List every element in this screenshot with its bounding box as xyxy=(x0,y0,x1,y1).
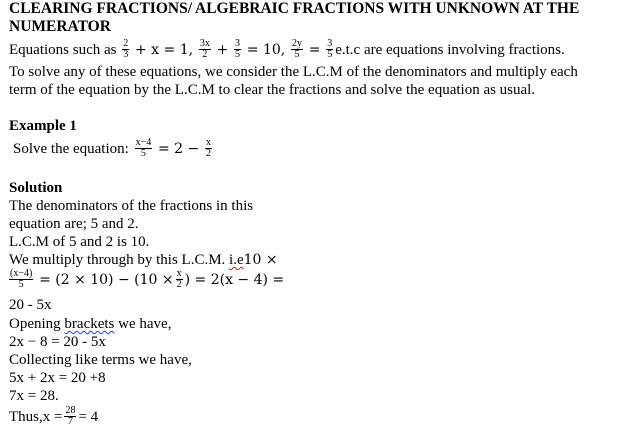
ie-text: i.e xyxy=(229,252,244,268)
solution-line-5-a: = (2 × 10) − (10 × xyxy=(39,271,174,288)
solution-line-12-a: Thus,x = xyxy=(9,408,63,425)
fraction-2-3: $\frac{2}{3}$ xyxy=(123,38,129,60)
fraction-3-5: $\frac{3}{5}$ xyxy=(235,38,241,60)
eq1-rest: + x = 1, xyxy=(134,41,194,58)
solution-line-12-b: = 4 xyxy=(78,408,99,425)
intro-line-1 xyxy=(9,40,565,61)
solution-line-4-a: We multiply through by this L.C.M. xyxy=(9,252,230,268)
fraction-x-over-2-b: $\frac{x}{2}$ xyxy=(176,268,182,290)
intro-line-3: term of the equation by the L.C.M to clear the fractions and solve the equation as usual. xyxy=(9,82,536,98)
solution-line-12 xyxy=(9,407,98,428)
solution-heading: Solution xyxy=(9,180,63,196)
fraction-3x-2: $\frac{3x}{2}$ xyxy=(199,38,210,60)
eq3-equals: = xyxy=(308,41,321,58)
intro-prefix: Equations such as xyxy=(9,41,121,58)
brackets-text: brackets xyxy=(64,316,115,332)
solution-line-11: 7x = 28. xyxy=(9,388,59,404)
solution-line-9: Collecting like terms we have, xyxy=(9,352,192,368)
example-heading: Example 1 xyxy=(9,118,77,134)
eq2-rest: = 10, xyxy=(246,41,286,58)
solution-line-4 xyxy=(9,251,278,269)
fraction-paren-x-minus-4-over-5: $\frac{(x-4)}{5}$ xyxy=(10,268,33,290)
solution-line-7-a: Opening xyxy=(9,316,65,332)
fraction-28-over-7: $\frac{28}{7}$ xyxy=(65,405,76,427)
eq2-plus: + xyxy=(216,41,229,58)
solution-line-1: The denominators of the fractions in this xyxy=(9,198,254,214)
example-prompt: Solve the equation: xyxy=(13,140,133,157)
example-equation xyxy=(13,139,214,160)
solution-line-4-b: 10 × xyxy=(243,252,278,268)
solution-line-5 xyxy=(9,270,284,291)
intro-suffix: e.t.c are equations involving fractions. xyxy=(335,41,565,58)
fraction-x-over-2: $\frac{x}{2}$ xyxy=(205,137,211,159)
fraction-2y-5: $\frac{2y}{5}$ xyxy=(292,38,302,60)
fraction-3-5-b: $\frac{3}{5}$ xyxy=(327,38,333,60)
solution-line-6: 20 - 5x xyxy=(9,297,52,313)
example-middle: = 2 − xyxy=(157,140,200,157)
intro-line-2: To solve any of these equations, we consider the L.C.M of the denominators and multiply each xyxy=(9,64,578,80)
solution-line-7 xyxy=(9,315,171,333)
solution-line-3: L.C.M of 5 and 2 is 10. xyxy=(9,234,150,250)
solution-line-2: equation are; 5 and 2. xyxy=(9,216,139,232)
page-title-line-1: CLEARING FRACTIONS/ ALGEBRAIC FRACTIONS WITH UNKNOWN AT THE xyxy=(9,0,580,17)
solution-line-8: 2x − 8 = 20 - 5x xyxy=(9,334,106,350)
solution-line-5-b: ) = 2(x − 4) = xyxy=(184,271,285,288)
solution-line-7-b: we have, xyxy=(114,316,172,332)
solution-line-10: 5x + 2x = 20 +8 xyxy=(9,370,106,386)
page-title-line-2: NUMERATOR xyxy=(9,18,111,35)
fraction-x-minus-4-over-5: $\frac{x-4}{5}$ xyxy=(135,137,152,159)
